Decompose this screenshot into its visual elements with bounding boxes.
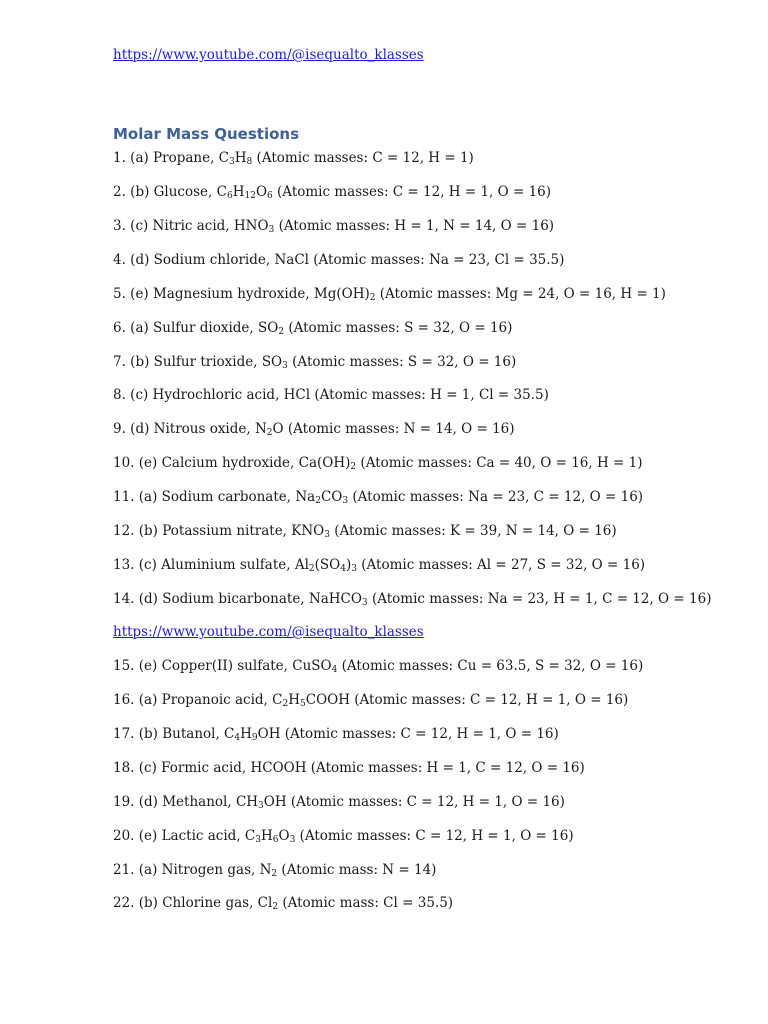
question-item [113, 793, 565, 811]
question-compound: (d) Nitrous oxide, [130, 421, 255, 437]
youtube-link-top[interactable]: https://www.youtube.com/@isequalto_klasses [113, 47, 424, 63]
question-number: 12. [113, 523, 139, 539]
chemical-formula: $C_3H_6O_3$ [244, 828, 296, 845]
atomic-masses: (Atomic masses: Cu = 63.5, S = 32, O = 16) [337, 658, 644, 674]
question-compound: (e) Calcium hydroxide, [138, 455, 299, 471]
chemical-formula: $Mg(OH)_2$ [313, 286, 376, 303]
question-number: 20. [113, 828, 139, 844]
question-number: 1. [113, 150, 131, 166]
question-item [113, 725, 559, 743]
question-compound: (c) Hydrochloric acid, [130, 387, 284, 403]
question-item [113, 691, 628, 709]
atomic-masses: (Atomic masses: Ca = 40, O = 16, H = 1) [356, 455, 643, 471]
atomic-masses: (Atomic masses: C = 12, H = 1, O = 16) [349, 692, 629, 708]
atomic-masses: (Atomic masses: Mg = 24, O = 16, H = 1) [375, 286, 666, 302]
question-number: 3. [113, 218, 131, 234]
question-item [113, 657, 643, 675]
chemical-formula: CuSO$_4$ [292, 658, 338, 675]
question-compound: (c) Aluminium sulfate, [138, 557, 295, 573]
question-item [113, 386, 549, 404]
atomic-masses: (Atomic masses: C = 12, H = 1, O = 16) [272, 184, 552, 200]
question-number: 22. [113, 895, 139, 911]
question-number: 5. [113, 286, 131, 302]
question-item [113, 183, 551, 201]
question-compound: (c) Nitric acid, [130, 218, 234, 234]
question-number: 4. [113, 252, 131, 268]
atomic-masses: (Atomic masses: Na = 23, C = 12, O = 16) [348, 489, 644, 505]
question-number: 7. [113, 354, 131, 370]
question-compound: (b) Glucose, [130, 184, 217, 200]
question-compound: (a) Propane, [130, 150, 219, 166]
question-item [113, 894, 453, 912]
chemical-formula: $Al_2(SO_4)_3$ [294, 557, 357, 574]
atomic-masses: (Atomic masses: H = 1, C = 12, O = 16) [306, 760, 585, 776]
question-number: 13. [113, 557, 139, 573]
chemical-formula: HCOOH [250, 760, 307, 776]
question-item [113, 861, 436, 879]
atomic-masses: (Atomic masses: S = 32, O = 16) [287, 354, 517, 370]
atomic-masses: (Atomic mass: N = 14) [277, 862, 437, 878]
question-compound: (d) Sodium bicarbonate, [138, 591, 309, 607]
chemical-formula: $HNO_3$ [233, 218, 275, 235]
atomic-masses: (Atomic masses: S = 32, O = 16) [284, 320, 513, 336]
question-compound: (e) Magnesium hydroxide, [130, 286, 314, 302]
atomic-masses: (Atomic masses: C = 12, H = 1, O = 16) [286, 794, 565, 810]
question-number: 15. [113, 658, 139, 674]
question-compound: (a) Propanoic acid, [138, 692, 273, 708]
question-item [113, 319, 512, 337]
question-item [113, 759, 585, 777]
question-compound: (c) Formic acid, [138, 760, 251, 776]
question-number: 11. [113, 489, 139, 505]
chemical-formula: NaCl [274, 252, 309, 268]
chemical-formula: HCl [283, 387, 311, 403]
atomic-masses: (Atomic masses: C = 12, H = 1, O = 16) [295, 828, 574, 844]
question-number: 21. [113, 862, 139, 878]
chemical-formula: $KNO_3$ [291, 523, 330, 540]
question-compound: (e) Lactic acid, [138, 828, 245, 844]
question-item [113, 420, 515, 438]
question-number: 8. [113, 387, 131, 403]
atomic-masses: (Atomic masses: K = 39, N = 14, O = 16) [329, 523, 617, 539]
question-compound: (a) Nitrogen gas, [138, 862, 260, 878]
chemical-formula: $C_4H_9OH$ [224, 726, 281, 743]
atomic-masses: (Atomic masses: H = 1, N = 14, O = 16) [274, 218, 555, 234]
question-compound: (a) Sodium carbonate, [138, 489, 296, 505]
atomic-masses: (Atomic masses: Na = 23, Cl = 35.5) [308, 252, 565, 268]
question-number: 14. [113, 591, 139, 607]
chemical-formula: $Cl_2$ [257, 895, 279, 912]
question-item [113, 488, 643, 506]
question-item [113, 522, 617, 540]
chemical-formula: $SO_2$ [257, 320, 285, 337]
question-number: 2. [113, 184, 131, 200]
question-compound: (a) Sulfur dioxide, [130, 320, 258, 336]
chemical-formula: $Ca(OH)_2$ [298, 455, 357, 472]
chemical-formula: $N_2$ [259, 862, 278, 879]
question-number: 19. [113, 794, 139, 810]
question-compound: (e) Copper(II) sulfate, [138, 658, 293, 674]
question-item [113, 454, 642, 472]
question-item [113, 251, 564, 269]
question-compound: (d) Sodium chloride, [130, 252, 275, 268]
question-compound: (d) Methanol, [138, 794, 236, 810]
question-item [113, 556, 645, 574]
atomic-masses: (Atomic mass: Cl = 35.5) [278, 895, 454, 911]
question-compound: (b) Potassium nitrate, [138, 523, 292, 539]
chemical-formula: $N_2O$ [254, 421, 284, 438]
chemical-formula: NaHCO$_3$ [308, 591, 368, 608]
question-item [113, 149, 474, 167]
question-item [113, 217, 554, 235]
question-item [113, 827, 574, 845]
atomic-masses: (Atomic masses: Na = 23, H = 1, C = 12, O = 16) [367, 591, 712, 607]
question-number: 17. [113, 726, 139, 742]
question-number: 16. [113, 692, 139, 708]
question-item [113, 590, 711, 608]
chemical-formula: $C_2H_5COOH$ [272, 692, 350, 709]
question-number: 10. [113, 455, 139, 471]
chemical-formula: $Na_2CO_3$ [295, 489, 349, 506]
atomic-masses: (Atomic masses: Al = 27, S = 32, O = 16) [356, 557, 646, 573]
atomic-masses: (Atomic masses: N = 14, O = 16) [283, 421, 515, 437]
chemical-formula: $C_6H_{12}O_6$ [216, 184, 273, 201]
section-heading: Molar Mass Questions [113, 125, 299, 143]
atomic-masses: (Atomic masses: C = 12, H = 1) [252, 150, 474, 166]
chemical-formula: $CH_3OH$ [235, 794, 287, 811]
atomic-masses: (Atomic masses: H = 1, Cl = 35.5) [310, 387, 549, 403]
question-number: 18. [113, 760, 139, 776]
chemical-formula: $SO_3$ [261, 354, 288, 371]
question-item [113, 353, 516, 371]
atomic-masses: (Atomic masses: C = 12, H = 1, O = 16) [280, 726, 559, 742]
question-number: 9. [113, 421, 131, 437]
question-compound: (b) Butanol, [138, 726, 225, 742]
youtube-link-middle[interactable]: https://www.youtube.com/@isequalto_klasses [113, 624, 424, 640]
question-compound: (b) Chlorine gas, [138, 895, 258, 911]
question-compound: (b) Sulfur trioxide, [130, 354, 262, 370]
chemical-formula: $C_3H_8$ [218, 150, 253, 167]
question-item [113, 285, 666, 303]
question-number: 6. [113, 320, 131, 336]
